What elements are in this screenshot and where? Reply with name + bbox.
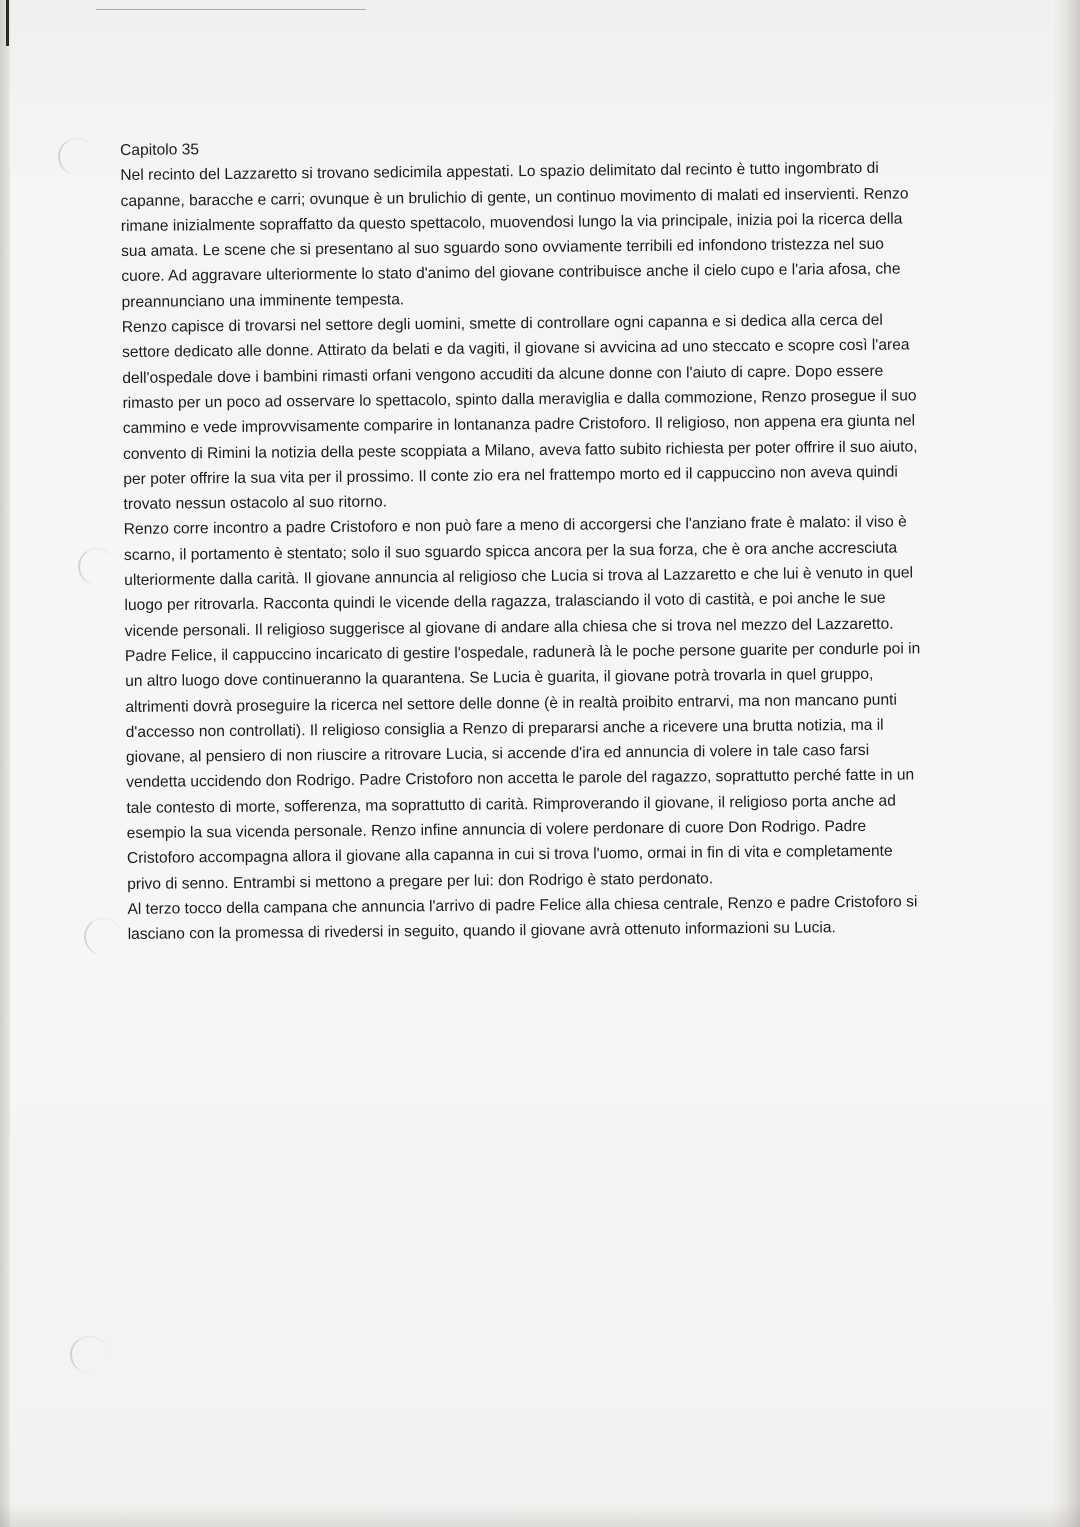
document-body (120, 130, 928, 947)
paragraph: Renzo corre incontro a padre Cristoforo e non può fare a meno di accorgersi che l'anziano frate è malato: il viso è scarno, il portamento è stentato; solo il suo sguardo spicca ancora per la sua forza, che è ora anche accresciuta ulteriormente dalla carità. Il giovane annuncia al religioso che Lucia si trova al Lazzaretto e che lui è venuto in quel luogo per ritrovarla. Racconta quindi le vicende della ragazza, tralasciando il voto di castità, e poi anche le sue vicende personali. Il religioso suggerisce al giovane di andare alla chiesa che si trova nel mezzo del Lazzaretto. Padre Felice, il cappuccino incaricato di gestire l'ospedale, radunerà là le poche persone guarite per condurle poi in un altro luogo dove continueranno la quarantena. Se Lucia è guarita, il giovane potrà trovarla in quel gruppo, altrimenti dovrà proseguire la ricerca nel settore delle donne (è in realtà proibito entrarvi, ma non mancano punti d'accesso non controllati). Il religioso consiglia a Renzo di prepararsi anche a ricevere una brutta notizia, ma il giovane, al pensiero di non riuscire a ritrovare Lucia, si accende d'ira ed annuncia di volere in tale caso farsi vendetta uccidendo don Rodrigo. Padre Cristoforo non accetta le parole del ragazzo, soprattutto perché fatte in un tale contesto di morte, sofferenza, ma soprattutto di carità. Rimproverando il giovane, il religioso porta anche ad esempio la sua vicenda personale. Renzo infine annuncia di volere perdonare di cuore Don Rodrigo. Padre Cristoforo accompagna allora il giovane alla capanna in cui si trova l'uomo, ormai in fin di vita e completamente privo di senno. Entrambi si mettono a pregare per lui: don Rodrigo è stato perdonato. (123, 513, 921, 893)
paragraph: Nel recinto del Lazzaretto si trovano sedicimila appestati. Lo spazio delimitato dal recinto è tutto ingombrato di capanne, baracche e carri; ovunque è un brulichio di gente, un continuo movimento di malati ed inservienti. Renzo rimane inizialmente sopraffatto da questo spettacolo, muovendosi lungo la via principale, inizia poi la ricerca della sua amata. Le scene che si presentano al suo sguardo sono ovviamente terribili ed infondono tristezza nel suo cuore. Ad aggravare ulteriormente lo stato d'animo del giovane contribuisce anche il cielo cupo e l'aria afosa, che preannunciano una imminente tempesta. (120, 160, 909, 311)
paragraph: Renzo capisce di trovarsi nel settore degli uomini, smette di controllare ogni capanna e si dedica alla cerca del settore dedicato alle donne. Attirato da belati e da vagiti, il giovane si avvicina ad uno steccato e scopre così l'area dell'ospedale dove i bambini rimasti orfani vengono accuditi da alcune donne con l'aiuto di capre. Dopo essere rimasto per un poco ad osservare lo spettacolo, spinto dalla meraviglia e dalla commozione, Renzo prosegue il suo cammino e vede improvvisamente comparire in lontananza padre Cristoforo. Il religioso, non appena era giunta nel convento di Rimini la notizia della peste scoppiata a Milano, aveva fatto subito richiesta per poter offrire il suo aiuto, per poter offrire la sua vita per il prossimo. Il conte zio era nel frattempo morto ed il cappuccino non aveva quindi trovato nessun ostacolo al suo ritorno. (121, 311, 918, 514)
top-scan-line (96, 9, 366, 10)
bottom-shadow (0, 1503, 1080, 1527)
punch-hole-mark (84, 918, 122, 955)
punch-hole-mark (70, 1336, 108, 1373)
punch-hole-mark (78, 548, 116, 585)
chapter-title: Capitolo 35 (120, 141, 200, 159)
paper-left-edge (0, 0, 10, 1527)
punch-hole-mark (58, 138, 96, 175)
paragraph: Al terzo tocco della campana che annuncia l'arrivo di padre Felice alla chiesa centrale, Renzo e padre Cristoforo si lasciano con la promessa di rivedersi in seguito, quando il giovane avrà ottenuto informazioni su Lucia. (127, 893, 918, 944)
scan-edge-mark (6, 0, 9, 46)
paper-right-edge (1052, 0, 1080, 1527)
